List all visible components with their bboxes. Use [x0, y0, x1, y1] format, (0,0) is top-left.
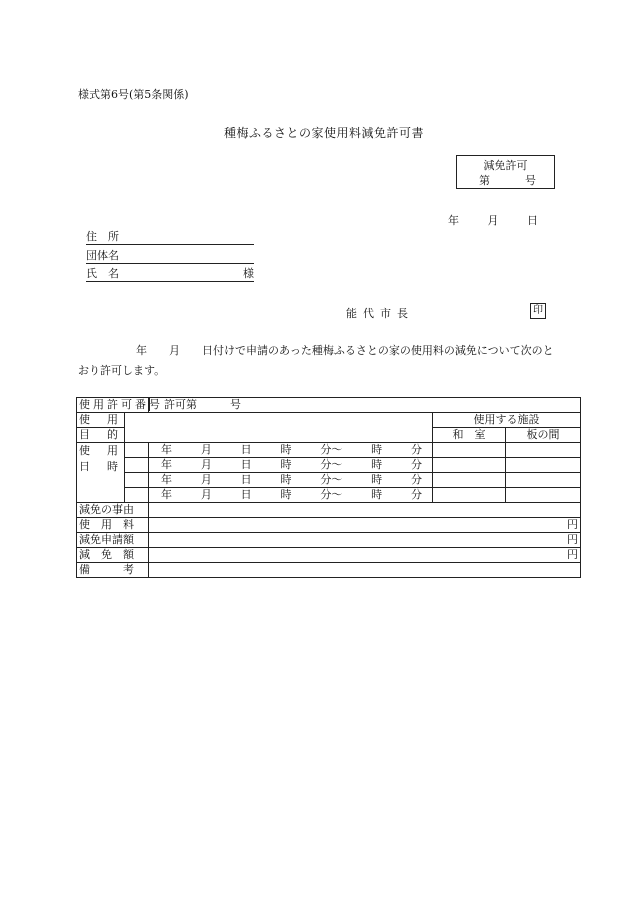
facility-itanoma: 板の間 [506, 428, 581, 443]
permit-box-number [457, 173, 554, 188]
permit-box-go: 号 [525, 174, 536, 187]
table-row [77, 488, 581, 503]
datetime-entry-1[interactable] [149, 443, 433, 458]
time-unit-label: 月 [200, 443, 212, 456]
time-unit-label: 日 [240, 443, 252, 456]
time-unit-label: 時 [280, 443, 292, 456]
permit-no-label: 使用許可番号 [77, 398, 149, 413]
datetime-units [151, 488, 430, 502]
time-unit-label: 分〜 [320, 488, 343, 501]
date-year: 年 [448, 214, 459, 227]
time-unit-label: 分 [410, 458, 422, 471]
date-day: 日 [527, 214, 538, 227]
time-unit-label: 分 [410, 473, 422, 486]
purpose-label-1: 使 用 [77, 413, 125, 428]
time-unit-label: 日 [240, 473, 252, 486]
datetime-blank [125, 458, 149, 473]
address-label: 住 所 [86, 230, 119, 243]
datetime-label-1: 使 用 [79, 444, 121, 457]
purpose-label-2: 目 的 [77, 428, 125, 443]
datetime-label [77, 443, 125, 503]
datetime-units [151, 458, 430, 472]
honorific-sama: 様 [243, 267, 254, 280]
datetime-units [151, 473, 430, 487]
group-name-field[interactable] [86, 248, 254, 264]
time-unit-label: 月 [200, 488, 212, 501]
purpose-value[interactable] [125, 413, 433, 443]
exempt-label: 減 免 額 [77, 548, 149, 563]
intro-text: 年 月 日付けで申請のあった種梅ふるさとの家の使用料の減免について次のとおり許可します。 [78, 344, 554, 377]
datetime-blank [125, 473, 149, 488]
address-field[interactable] [86, 229, 254, 245]
form-id: 様式第6号(第5条関係) [78, 88, 189, 101]
facility-header: 使用する施設 [433, 413, 581, 428]
time-unit-label: 分〜 [320, 458, 343, 471]
yen-unit: 円 [567, 548, 579, 561]
table-row [77, 563, 581, 578]
yen-unit: 円 [567, 533, 579, 546]
table-row [77, 458, 581, 473]
intro-paragraph [78, 341, 558, 381]
fee-value[interactable] [149, 518, 581, 533]
permit-no-value[interactable] [149, 398, 581, 413]
datetime-entry-4[interactable] [149, 488, 433, 503]
datetime-blank [125, 443, 149, 458]
name-label: 氏 名 [86, 267, 119, 280]
reason-label: 減免の事由 [77, 503, 149, 518]
issuer-mayor: 能代市長 [346, 307, 414, 320]
time-unit-label: 年 [161, 473, 172, 486]
issue-date [448, 212, 538, 228]
time-unit-label: 時 [371, 443, 383, 456]
washitsu-check-3[interactable] [433, 473, 506, 488]
time-unit-label: 日 [240, 488, 252, 501]
table-row [77, 398, 581, 413]
time-unit-label: 時 [371, 488, 383, 501]
time-unit-label: 月 [200, 473, 212, 486]
itanoma-check-1[interactable] [506, 443, 581, 458]
table-row [77, 413, 581, 428]
fee-label: 使 用 料 [77, 518, 149, 533]
group-name-label: 団体名 [86, 249, 119, 262]
name-field[interactable] [86, 266, 254, 282]
remarks-value[interactable] [149, 563, 581, 578]
time-unit-label: 年 [161, 443, 172, 456]
time-unit-label: 月 [200, 458, 212, 471]
table-row [77, 473, 581, 488]
datetime-entry-3[interactable] [149, 473, 433, 488]
date-month: 月 [487, 214, 499, 227]
time-unit-label: 時 [280, 488, 292, 501]
washitsu-check-2[interactable] [433, 458, 506, 473]
washitsu-check-1[interactable] [433, 443, 506, 458]
facility-washitsu: 和 室 [433, 428, 506, 443]
time-unit-label: 分〜 [320, 473, 343, 486]
permit-box-dai: 第 [479, 174, 490, 187]
request-value[interactable] [149, 533, 581, 548]
document-title: 種梅ふるさとの家使用料減免許可書 [224, 126, 425, 140]
time-unit-label: 分〜 [320, 443, 343, 456]
itanoma-check-3[interactable] [506, 473, 581, 488]
itanoma-check-4[interactable] [506, 488, 581, 503]
time-unit-label: 時 [371, 473, 383, 486]
time-unit-label: 年 [161, 488, 172, 501]
time-unit-label: 分 [410, 488, 422, 501]
time-unit-label: 日 [240, 458, 252, 471]
time-unit-label: 分 [410, 443, 422, 456]
time-unit-label: 時 [371, 458, 383, 471]
exempt-value[interactable] [149, 548, 581, 563]
permit-table [76, 397, 581, 578]
table-row [77, 503, 581, 518]
datetime-units [151, 443, 430, 457]
permit-number-box [456, 155, 555, 189]
table-row [77, 443, 581, 458]
table-row [77, 518, 581, 533]
permit-box-label: 減免許可 [483, 159, 528, 172]
table-row [77, 533, 581, 548]
remarks-label: 備 考 [77, 563, 149, 578]
time-unit-label: 年 [161, 458, 172, 471]
datetime-entry-2[interactable] [149, 458, 433, 473]
itanoma-check-2[interactable] [506, 458, 581, 473]
reason-value[interactable] [149, 503, 581, 518]
request-label: 減免申請額 [77, 533, 149, 548]
yen-unit: 円 [567, 518, 579, 531]
time-unit-label: 時 [280, 458, 292, 471]
time-unit-label: 時 [280, 473, 292, 486]
datetime-label-2: 日 時 [79, 460, 121, 473]
datetime-blank [125, 488, 149, 503]
washitsu-check-4[interactable] [433, 488, 506, 503]
table-row [77, 548, 581, 563]
permit-no-text: 許可第 号 [149, 398, 241, 411]
seal-icon: 印 [530, 303, 546, 319]
